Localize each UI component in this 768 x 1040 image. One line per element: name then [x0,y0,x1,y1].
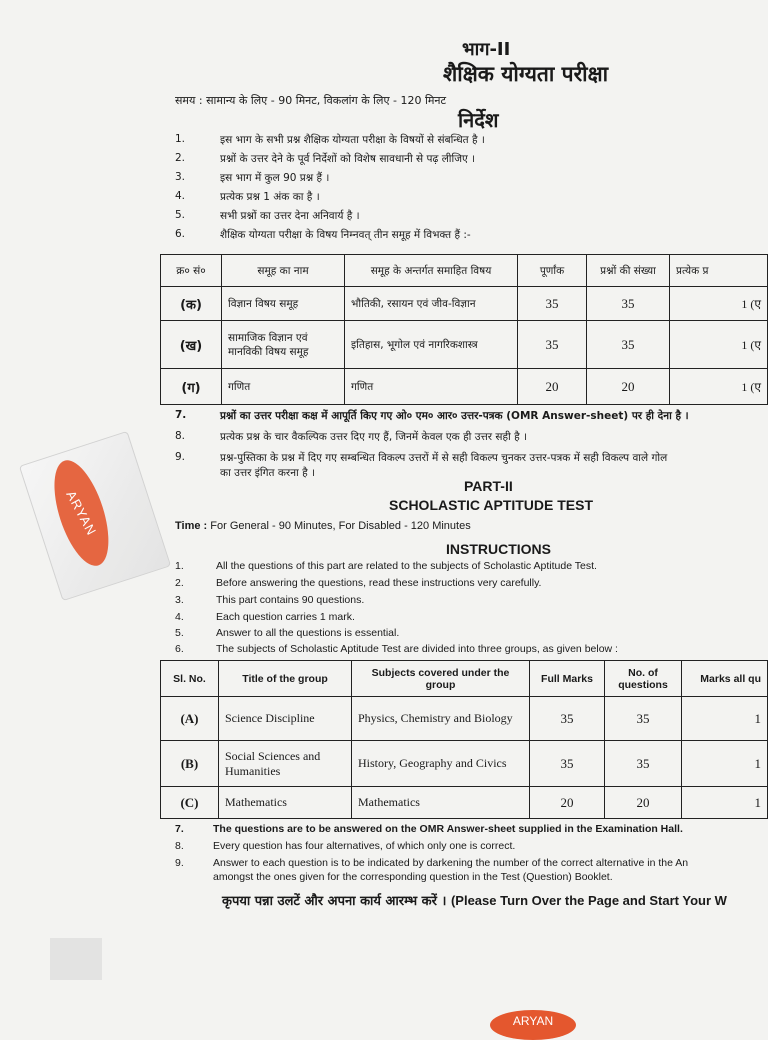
table-cell: 35 [530,697,605,741]
english-instructions-heading: INSTRUCTIONS [446,541,551,557]
table-cell: 1 (ए [670,287,768,321]
footer-english: (Please Turn Over the Page and Start Your W [450,893,727,908]
table-cell: 35 [518,321,587,369]
aryan-sticker-logo: ARYAN [44,454,120,572]
english-subjects-table [160,660,768,819]
table-row [161,787,768,819]
hindi-time: समय : सामान्य के लिए - 90 मिनट, विकलांग के लिए - 120 मिनट [175,94,447,107]
table-cell: Mathematics [219,787,352,819]
table-cell: 20 [530,787,605,819]
table-cell: 35 [518,287,587,321]
table-cell: 35 [605,741,682,787]
english-time-label: Time : [175,520,208,532]
hindi-instructions-heading: निर्देश [458,108,499,132]
table-header-row [161,661,768,697]
footer-hindi: कृपया पन्ना उलटें और अपना कार्य आरम्भ करें । [222,894,447,909]
scan-smudge [50,938,102,980]
table-row [161,369,768,405]
table-cell: 35 [605,697,682,741]
table-cell: 35 [530,741,605,787]
table-header: Subjects covered under the group [352,661,530,697]
table-cell: 1 [682,741,768,787]
table-header-row [161,255,768,287]
table-cell: 1 [682,697,768,741]
table-cell: 35 [587,321,670,369]
english-time-text: For General - 90 Minutes, For Disabled - 120 Minutes [210,520,471,532]
table-row [161,741,768,787]
table-cell: विज्ञान विषय समूह [222,287,345,321]
english-time [175,520,471,532]
table-header: Marks all qu [682,661,768,697]
footer-instruction [222,891,727,909]
table-cell: (B) [161,741,219,787]
table-cell: History, Geography and Civics [352,741,530,787]
hindi-title: शैक्षिक योग्यता परीक्षा [443,62,609,86]
table-cell: इतिहास, भूगोल एवं नागरिकशास्त्र [345,321,518,369]
table-header: प्रत्येक प्र [670,255,768,287]
table-header: No. of questions [605,661,682,697]
table-cell: 20 [605,787,682,819]
aryan-sticker [19,431,171,601]
table-header: समूह के अन्तर्गत समाहित विषय [345,255,518,287]
table-cell: 20 [587,369,670,405]
table-row [161,287,768,321]
table-cell: 20 [518,369,587,405]
table-cell: 1 (ए [670,321,768,369]
table-header: Full Marks [530,661,605,697]
table-cell: (C) [161,787,219,819]
aryan-bottom-logo: ARYAN [490,1010,576,1040]
table-header: प्रश्नों की संख्या [587,255,670,287]
table-cell: Science Discipline [219,697,352,741]
table-header: Sl. No. [161,661,219,697]
english-title: SCHOLASTIC APTITUDE TEST [389,497,594,513]
table-header: Title of the group [219,661,352,697]
exam-page: भाग-II शैक्षिक योग्यता परीक्षा समय : सामान्य के लिए - 90 मिनट, विकलांग के लिए - 120 मिनट निर्देश 1. इस भाग के सभी प्रश्न शैक्षिक योग्यता परीक्षा के विषयों से संबन्धित है । 2. प्रश्नों के उत्तर देने के पूर्व निर्देशों को विशेष सावधानी से पढ़ लीजिए । 3. इस भाग में कुल 90 प्रश्न हैं । 4. प्रत्येक प्रश्न 1 अंक का है । 5. सभी प्रश्नों का उत्तर देना अनिवार्य है । 6. शैक्षिक योग्यता परीक्षा के विषय निम्नवत् तीन समूह में विभक्त हैं :- क्र० सं० समूह का नाम समूह के अन्तर्गत समाहित विषय पूर्णांक प्रश्नों की संख्या प्रत्येक प्र (क) विज्ञान विषय समूह भौतिकी, रसायन एवं जीव-विज्ञान 35 35 1 (ए (ख) सामाजिक विज्ञान एवं मानविकी विषय समूह इतिहास, भूगोल एवं नागरिकशास्त्र 35 35 1 (ए (ग) गणित गणित 20 20 1 (ए 7. प्रश्नों का उत्तर परीक्षा कक्ष में आपूर्ति किए गए ओ० एम० आर० उत्तर-पत्रक (OMR Answer-sheet) पर ही देना है । 8. प्रत्येक प्रश्न के चार वैकल्पिक उत्तर दिए गए हैं, जिनमें केवल एक ही उत्तर सही है । 9. प्रश्न-पुस्तिका के प्रश्न में दिए गए सम्बन्धित विकल्प उत्तरों में से सही विकल्प चुनकर उत्तर-पत्रक में सही विकल्प वाले गोल का उत्तर इंगित करना है । PART-II SCHOLASTIC APTITUDE TEST Time : For General - 90 Minutes, For Disabled - 120 Minutes INSTRUCTIONS 1. All the questions of this part are related to the subjects of Scholastic Aptitude Test. 2. Before answering the questions, read these instructions very carefully. 3. This part contains 90 questions. 4. Each question carries 1 mark. 5. Answer to all the questions is essential. 6. The subjects of Scholastic Aptitude Test are divided into three groups, as given below : Sl. No. Title of the group Subjects covered under the group Full Marks No. of questions Marks all qu (A) Science Discipline Physics, Chemistry and Biology 35 35 1 (B) Social Sciences and Humanities History, Geography and Civics 35 35 1 (C) Mathematics Mathematics 20 20 1 7. The questions are to be answered on the OMR Answer-sheet supplied in the Examination Hall. 8. Every question has four alternatives, of which only one is correct. 9. Answer to each question is to be indicated by darkening the number of the correct alternative in the An amongst the ones given for the corresponding question in the Test (Question) Booklet. कृपया पन्ना उलटें और अपना कार्य आरम्भ करें । (Please Turn Over the Page and Start Your W ARYAN ARYAN [0,0,768,1024]
table-cell: (ग) [161,369,222,405]
hindi-subjects-table [160,254,768,405]
table-cell: Social Sciences and Humanities [219,741,352,787]
table-header: समूह का नाम [222,255,345,287]
table-header: पूर्णांक [518,255,587,287]
table-cell: गणित [222,369,345,405]
table-cell: Mathematics [352,787,530,819]
table-row [161,697,768,741]
table-cell: 1 [682,787,768,819]
table-cell: Physics, Chemistry and Biology [352,697,530,741]
english-part-heading: PART-II [464,478,513,494]
table-header: क्र० सं० [161,255,222,287]
table-row [161,321,768,369]
table-cell: (क) [161,287,222,321]
table-cell: गणित [345,369,518,405]
table-cell: (ख) [161,321,222,369]
table-cell: सामाजिक विज्ञान एवं मानविकी विषय समूह [222,321,345,369]
table-cell: 1 (ए [670,369,768,405]
table-cell: भौतिकी, रसायन एवं जीव-विज्ञान [345,287,518,321]
table-cell: 35 [587,287,670,321]
hindi-part-heading: भाग-II [462,39,511,60]
table-cell: (A) [161,697,219,741]
